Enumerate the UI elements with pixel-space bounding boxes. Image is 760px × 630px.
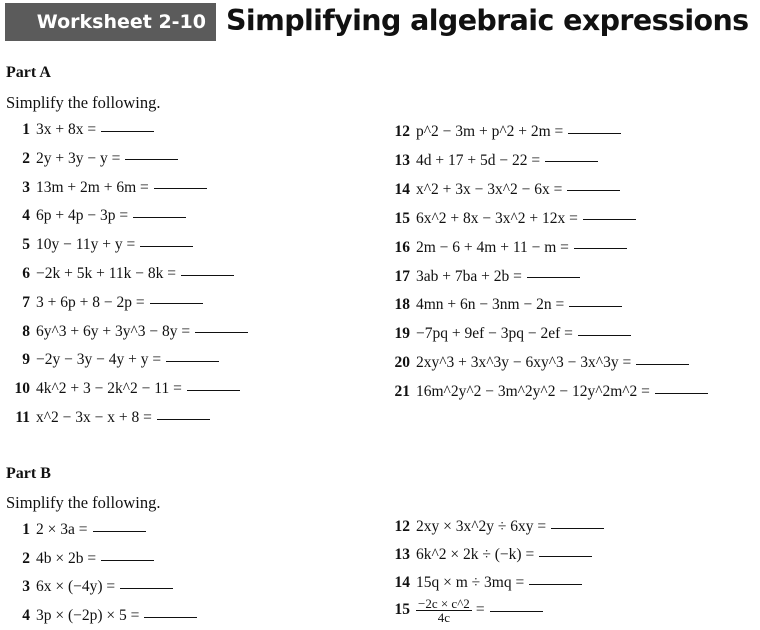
worksheet-number-badge: Worksheet 2-10: [5, 3, 216, 41]
fraction-denominator: 4c: [437, 609, 451, 625]
exercise-expression: x^2 + 3x − 3x^2 − 6x =: [416, 180, 563, 198]
exercise-expression: 13m + 2m + 6m =: [36, 178, 149, 196]
exercise-number: 7: [22, 293, 30, 311]
exercise-item: [6, 520, 146, 540]
exercise-number: 4: [22, 607, 30, 624]
exercise-number: 14: [394, 574, 410, 591]
answer-blank[interactable]: [195, 332, 248, 333]
exercise-expression: 3p × (−2p) × 5 =: [36, 607, 140, 624]
answer-blank[interactable]: [133, 217, 186, 218]
exercise-item: [386, 295, 622, 315]
fraction-numerator: −2c × c^2: [418, 595, 470, 611]
exercise-expression: −2y − 3y − 4y + y =: [36, 351, 162, 369]
exercise-number: 14: [394, 180, 410, 198]
answer-blank[interactable]: [545, 161, 598, 162]
exercise-item: [6, 293, 203, 313]
exercise-expression: 2xy × 3x^2y ÷ 6xy =: [416, 518, 547, 535]
answer-blank[interactable]: [569, 306, 622, 307]
exercise-item: [386, 122, 621, 142]
exercise-expression: 4d + 17 + 5d − 22 =: [416, 151, 541, 169]
part-b-heading: Part B: [6, 465, 51, 482]
exercise-expression: 2xy^3 + 3x^3y − 6xy^3 − 3x^3y =: [416, 354, 632, 372]
answer-blank[interactable]: [101, 131, 154, 132]
exercise-expression: 3x + 8x =: [36, 121, 97, 138]
answer-blank[interactable]: [120, 588, 173, 589]
exercise-item: [386, 382, 708, 402]
answer-blank[interactable]: [157, 419, 210, 420]
exercise-item: [6, 120, 154, 140]
exercise-expression: p^2 − 3m + p^2 + 2m =: [416, 123, 564, 140]
exercise-item: [6, 606, 197, 626]
exercise-number: 3: [22, 578, 30, 595]
answer-blank[interactable]: [578, 335, 631, 336]
exercise-item: [386, 209, 636, 229]
exercise-expression: 2y + 3y − y =: [36, 149, 121, 167]
exercise-item: [6, 149, 178, 169]
exercise-expression: 3 + 6p + 8 − 2p =: [36, 293, 145, 311]
exercise-expression: 6k^2 × 2k ÷ (−k) =: [416, 546, 535, 563]
part-a-instruction: Simplify the following.: [6, 93, 161, 112]
exercise-item: [6, 206, 186, 226]
answer-blank[interactable]: [636, 364, 689, 365]
exercise-number: 16: [394, 238, 410, 256]
answer-blank[interactable]: [150, 303, 203, 304]
exercise-expression: 6p + 4p − 3p =: [36, 207, 129, 225]
answer-blank[interactable]: [144, 617, 197, 618]
answer-blank[interactable]: [551, 528, 604, 529]
exercise-item: [386, 324, 631, 344]
answer-blank[interactable]: [527, 277, 580, 278]
exercise-item: [6, 379, 240, 399]
exercise-item: [6, 235, 193, 255]
exercise-item: [386, 267, 580, 287]
answer-blank[interactable]: [101, 560, 154, 561]
exercise-number: 4: [22, 207, 30, 225]
exercise-number: 5: [22, 236, 30, 254]
answer-blank[interactable]: [154, 188, 207, 189]
exercise-expression: x^2 − 3x − x + 8 =: [36, 409, 152, 426]
exercise-item: [6, 264, 234, 284]
exercise-number: 12: [394, 123, 410, 140]
exercise-item: [6, 408, 210, 428]
exercise-item: [386, 517, 604, 537]
exercise-expression: 10y − 11y + y =: [36, 236, 136, 254]
exercise-number: 6: [22, 265, 30, 282]
exercise-item: [6, 178, 207, 198]
answer-blank[interactable]: [568, 133, 621, 134]
answer-blank[interactable]: [166, 361, 219, 362]
exercise-expression: 6y^3 + 6y + 3y^3 − 8y =: [36, 322, 191, 340]
answer-blank[interactable]: [574, 248, 627, 249]
exercise-expression: 2m − 6 + 4m + 11 − m =: [416, 238, 569, 256]
exercise-expression: 4mn + 6n − 3nm − 2n =: [416, 296, 565, 314]
exercise-item: [386, 180, 620, 200]
exercise-expression: 2 × 3a =: [36, 521, 88, 538]
exercise-number: 13: [394, 151, 410, 169]
fraction: [416, 597, 472, 624]
exercise-expression: 4k^2 + 3 − 2k^2 − 11 =: [36, 380, 182, 398]
exercise-number: 2: [22, 149, 30, 167]
part-b-instruction: Simplify the following.: [6, 493, 161, 512]
exercise-expression: −2k + 5k + 11k − 8k =: [36, 265, 177, 282]
exercise-expression: 3ab + 7ba + 2b =: [416, 267, 522, 285]
exercise-number: 10: [14, 380, 30, 398]
exercise-expression: 16m^2y^2 − 3m^2y^2 − 12y^2m^2 =: [416, 383, 650, 401]
answer-blank[interactable]: [125, 159, 178, 160]
exercise-item: [6, 577, 173, 597]
exercise-number: 1: [22, 521, 30, 538]
exercise-number: 17: [394, 267, 410, 285]
exercise-item: [6, 350, 219, 370]
answer-blank[interactable]: [567, 190, 620, 191]
exercise-number: 13: [394, 546, 410, 563]
exercise-number: 19: [394, 325, 410, 343]
answer-blank[interactable]: [140, 246, 193, 247]
exercise-item: [386, 573, 582, 593]
exercise-number: 15: [394, 209, 410, 227]
exercise-number: 11: [15, 409, 30, 426]
exercise-number: 20: [394, 354, 410, 372]
exercise-item: [386, 238, 627, 258]
answer-blank[interactable]: [187, 390, 240, 391]
answer-blank[interactable]: [490, 611, 543, 612]
exercise-expression: −7pq + 9ef − 3pq − 2ef =: [416, 325, 573, 343]
exercise-item: [6, 322, 248, 342]
exercise-expression: 6x^2 + 8x − 3x^2 + 12x =: [416, 209, 578, 227]
exercise-number: 21: [394, 383, 410, 401]
exercise-expression: 4b × 2b =: [36, 550, 97, 567]
exercise-number: 18: [394, 296, 410, 314]
answer-blank[interactable]: [583, 219, 636, 220]
exercise-expression: 15q × m ÷ 3mq =: [416, 574, 525, 591]
exercise-item: [386, 545, 592, 565]
exercise-number: 8: [22, 322, 30, 340]
exercise-item: [6, 549, 154, 569]
exercise-expression: =: [475, 601, 485, 618]
answer-blank[interactable]: [539, 556, 592, 557]
exercise-expression: 6x × (−4y) =: [36, 578, 116, 595]
exercise-number: 3: [22, 178, 30, 196]
part-a-heading: Part A: [6, 64, 51, 81]
exercise-number: 12: [394, 518, 410, 535]
exercise-number: 2: [22, 550, 30, 567]
answer-blank[interactable]: [655, 393, 708, 394]
exercise-number: 1: [22, 121, 30, 138]
exercise-item: [386, 595, 543, 625]
exercise-item: [386, 151, 598, 171]
worksheet-title: Simplifying algebraic expressions: [226, 4, 749, 37]
answer-blank[interactable]: [529, 584, 582, 585]
answer-blank[interactable]: [181, 275, 234, 276]
answer-blank[interactable]: [93, 531, 146, 532]
exercise-number: 15: [394, 601, 410, 618]
exercise-item: [386, 353, 689, 373]
exercise-number: 9: [22, 351, 30, 369]
